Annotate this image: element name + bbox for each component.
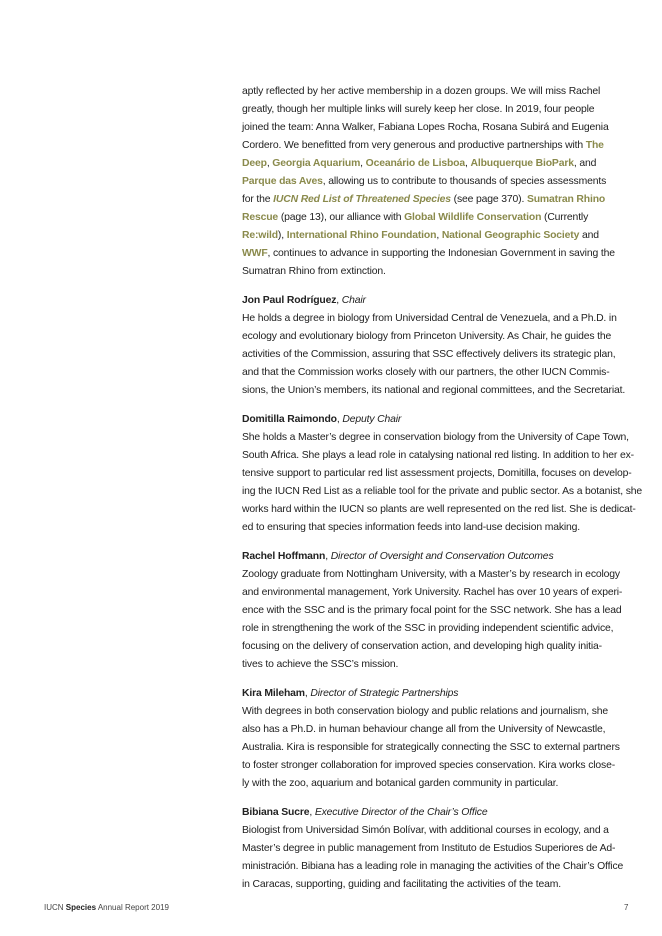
separator: , xyxy=(325,551,331,562)
text-segment: , xyxy=(360,158,366,169)
organization-name: Deep xyxy=(242,158,267,169)
bio-line: and that the Commission works closely with our partners, the other IUCN Commis- xyxy=(242,367,610,378)
footer-suffix: Annual Report 2019 xyxy=(96,903,169,912)
bio-line: With degrees in both conservation biology and public relations and journalism, she xyxy=(242,706,609,717)
bio-line: to foster stronger collaboration for improved species conservation. Kira works close- xyxy=(242,760,616,771)
person-heading xyxy=(242,548,634,566)
bio-line: sions, the Union’s members, its national and regional committees, and the Secretariat. xyxy=(242,385,626,396)
bio-line: works hard within the IUCN so plants are well represented on the red list. She is dedicat- xyxy=(242,504,636,515)
text-line xyxy=(242,155,634,173)
text-line xyxy=(242,191,634,209)
organization-name: IUCN Red List of Threatened Species xyxy=(273,194,451,205)
person-section xyxy=(242,804,634,894)
separator: , xyxy=(336,414,343,425)
person-section xyxy=(242,548,634,674)
bio-line: focusing on the delivery of conservation action, and developing high quality initia- xyxy=(242,641,602,652)
footer-brand: Species xyxy=(65,903,97,912)
text-line xyxy=(242,119,634,137)
bio-line: ing the IUCN Red List as a reliable tool for the private and public sector. As a botanist, she xyxy=(242,486,643,497)
text-segment: and xyxy=(579,230,599,241)
text-segment: ), xyxy=(277,230,287,241)
page-number: 7 xyxy=(624,903,629,912)
text-segment: , xyxy=(436,230,442,241)
text-line xyxy=(242,137,634,155)
organization-name: Rescue xyxy=(242,212,279,223)
person-name: Kira Mileham xyxy=(242,688,305,699)
person-name: Bibiana Sucre xyxy=(242,807,310,818)
text-segment: (see page 370). xyxy=(450,194,527,205)
text-segment: greatly, though her multiple links will surely keep her close. In 2019, four people xyxy=(242,104,595,115)
person-heading xyxy=(242,804,634,822)
text-segment: , and xyxy=(573,158,597,169)
organization-name: Georgia Aquarium xyxy=(272,158,361,169)
text-segment: (Currently xyxy=(541,212,589,223)
page-body xyxy=(242,83,643,894)
organization-name: The xyxy=(585,140,604,151)
footer-title xyxy=(44,903,169,912)
bio-line: ministración. Bibiana has a leading role in managing the activities of the Chair’s Office xyxy=(242,861,624,872)
separator: , xyxy=(336,295,342,306)
text-segment: , continues to advance in supporting the Indonesian Government in saving the xyxy=(267,248,615,259)
bio-line: and environmental management, York University. Rachel has over 10 years of experi- xyxy=(242,587,623,598)
person-heading xyxy=(242,685,634,703)
organization-name: Albuquerque BioPark xyxy=(470,158,574,169)
text-line xyxy=(242,209,634,227)
text-segment: aptly reflected by her active membership in a dozen groups. We will miss Rachel xyxy=(242,86,601,97)
organization-name: Global Wildlife Conservation xyxy=(404,212,542,223)
text-line xyxy=(242,83,634,101)
separator: , xyxy=(304,688,311,699)
text-line xyxy=(242,245,634,263)
bio-line: role in strengthening the work of the SSC in providing independent scientific advice, xyxy=(242,623,614,634)
organization-name: WWF xyxy=(242,248,268,259)
person-role: Director of Strategic Partnerships xyxy=(310,688,459,699)
bio-line: She holds a Master’s degree in conservation biology from the University of Cape Town, xyxy=(242,432,629,443)
bio-line: ly with the zoo, aquarium and botanical garden community in particular. xyxy=(242,778,559,789)
text-line xyxy=(242,227,634,245)
person-role: Deputy Chair xyxy=(342,414,402,425)
person-section xyxy=(242,685,634,793)
text-segment: Sumatran Rhino from extinction. xyxy=(242,266,386,277)
text-segment: (page 13), our alliance with xyxy=(278,212,405,223)
person-name: Jon Paul Rodríguez xyxy=(242,295,337,306)
text-segment: , xyxy=(266,158,273,169)
text-line xyxy=(242,173,634,191)
bio-line: also has a Ph.D. in human behaviour change all from the University of Newcastle, xyxy=(242,724,606,735)
bio-line: ecology and evolutionary biology from Princeton University. As Chair, he guides the xyxy=(242,331,612,342)
person-role: Executive Director of the Chair’s Office xyxy=(314,807,488,818)
separator: , xyxy=(309,807,315,818)
bio-line: Biologist from Universidad Simón Bolívar, with additional courses in ecology, and a xyxy=(242,825,609,836)
bio-line: South Africa. She plays a lead role in catalysing national red listing. In addition to her ex- xyxy=(242,450,634,461)
text-segment: Cordero. We benefitted from very generous and productive partnerships with xyxy=(242,140,586,151)
person-section xyxy=(242,292,634,400)
intro-paragraph xyxy=(242,83,634,281)
person-role: Director of Oversight and Conservation Outcomes xyxy=(330,551,554,562)
person-heading xyxy=(242,292,634,310)
text-line xyxy=(242,263,634,281)
bio-line: tives to achieve the SSC’s mission. xyxy=(242,659,399,670)
text-segment: , allowing us to contribute to thousands of species assessments xyxy=(322,176,607,187)
bio-line: ence with the SSC and is the primary focal point for the SSC network. She has a lead xyxy=(242,605,622,616)
text-segment: joined the team: Anna Walker, Fabiana Lopes Rocha, Rosana Subirá and Eugenia xyxy=(242,122,609,133)
organization-name: National Geographic Society xyxy=(441,230,580,241)
organization-name: Re:wild xyxy=(242,230,278,241)
person-name: Rachel Hoffmann xyxy=(242,551,326,562)
person-heading xyxy=(242,411,634,429)
bio-line: Zoology graduate from Nottingham University, with a Master’s by research in ecology xyxy=(242,569,620,580)
bio-line: ed to ensuring that species information feeds into land-use decision making. xyxy=(242,522,581,533)
organization-name: Oceanário de Lisboa xyxy=(365,158,465,169)
text-segment: for the xyxy=(242,194,274,205)
person-section xyxy=(242,411,643,537)
person-name: Domitilla Raimondo xyxy=(242,414,337,425)
text-line xyxy=(242,101,634,119)
bio-line: tensive support to particular red list assessment projects, Domitilla, focuses on develop- xyxy=(242,468,632,479)
bio-line: in Caracas, supporting, guiding and facilitating the activities of the team. xyxy=(242,879,561,890)
person-role: Chair xyxy=(341,295,366,306)
bio-line: Australia. Kira is responsible for strategically connecting the SSC to external partners xyxy=(242,742,620,753)
bio-line: Master’s degree in public management from Instituto de Estudios Superiores de Ad- xyxy=(242,843,616,854)
organization-name: Parque das Aves xyxy=(242,176,323,187)
organization-name: International Rhino Foundation xyxy=(286,230,437,241)
text-segment: , xyxy=(465,158,471,169)
bio-line: activities of the Commission, assuring that SSC effectively delivers its strategic plan, xyxy=(242,349,616,360)
bio-line: He holds a degree in biology from Universidad Central de Venezuela, and a Ph.D. in xyxy=(242,313,617,324)
footer-prefix: IUCN xyxy=(44,903,66,912)
people-list xyxy=(242,292,643,894)
organization-name: Sumatran Rhino xyxy=(526,194,606,205)
